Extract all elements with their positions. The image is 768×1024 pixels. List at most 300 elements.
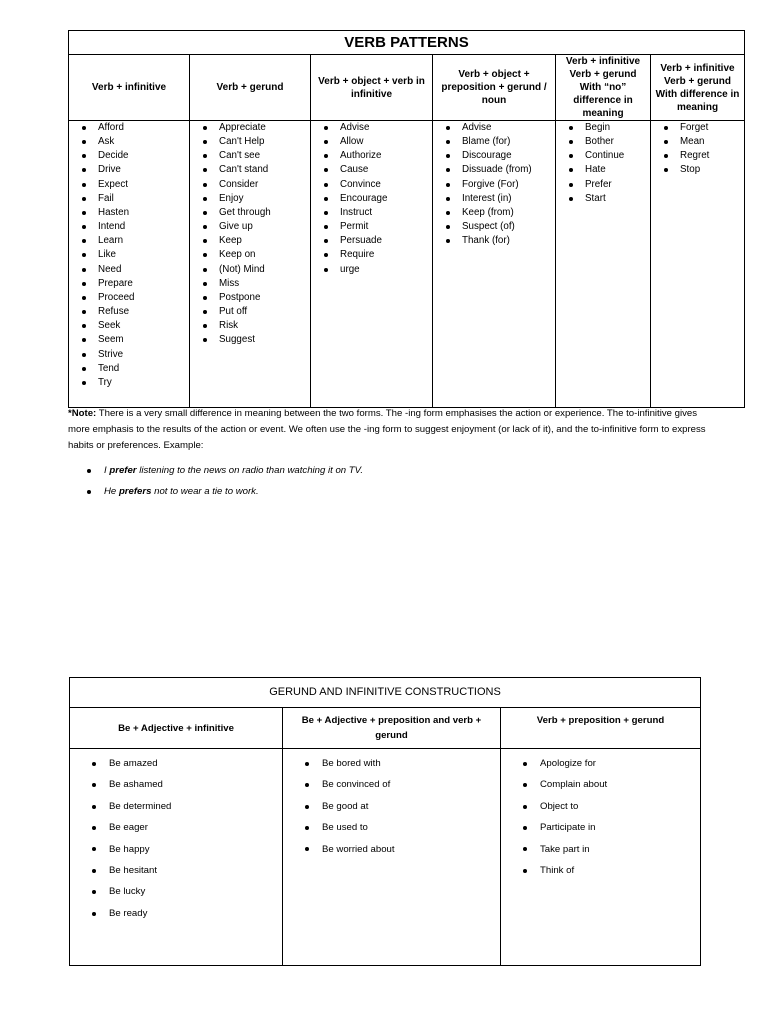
list-item-text: Strive xyxy=(98,348,124,360)
list-item xyxy=(109,796,282,817)
list-item-text: Bother xyxy=(585,136,614,148)
list-item-text: Be good at xyxy=(322,800,369,812)
list-item-text: Miss xyxy=(219,277,240,289)
bullet-icon xyxy=(203,253,207,257)
list-item-text: Complain about xyxy=(540,779,608,791)
bullet-icon xyxy=(305,847,309,851)
list-item-text: Cause xyxy=(340,164,369,176)
list-item xyxy=(585,192,650,206)
list-item-text: Forget xyxy=(680,122,709,133)
bullet-icon xyxy=(82,338,86,342)
list-item-text: Encourage xyxy=(340,192,388,204)
column-header-line: Verb + gerund xyxy=(664,75,731,87)
bullet-icon xyxy=(203,154,207,158)
column-header xyxy=(69,55,190,120)
bullet-icon xyxy=(324,239,328,243)
list-item-text: Be lucky xyxy=(109,886,146,898)
list-item xyxy=(322,839,500,860)
list-item xyxy=(340,121,432,135)
bullet-icon xyxy=(203,140,207,144)
bullet-icon xyxy=(82,225,86,229)
column-header-line: With “no” difference in meaning xyxy=(573,82,633,119)
bullet-icon xyxy=(82,381,86,385)
bullet-icon xyxy=(203,296,207,300)
example-subject: I xyxy=(104,465,110,476)
list-item-text: Risk xyxy=(219,320,239,332)
list-item-text: (Not) Mind xyxy=(219,263,265,275)
list-item-text: Require xyxy=(340,249,375,261)
list-item-text: Begin xyxy=(585,122,611,133)
list-item-text: Object to xyxy=(540,800,579,812)
example-rest: not to wear a tie to work. xyxy=(151,486,259,497)
bullet-list xyxy=(651,121,744,178)
bullet-icon xyxy=(446,211,450,215)
list-item-text: Be ashamed xyxy=(109,779,163,791)
bullet-icon xyxy=(82,353,86,357)
column-cell xyxy=(433,121,556,407)
bullet-icon xyxy=(92,805,96,809)
list-item xyxy=(109,881,282,902)
list-item-text: Regret xyxy=(680,150,710,162)
list-item-text: Appreciate xyxy=(219,122,266,133)
column-header-line: Be + Adjective + preposition and verb + gerund xyxy=(301,715,482,741)
list-item xyxy=(219,178,310,192)
column-cell xyxy=(501,749,700,965)
note-paragraph xyxy=(68,406,714,454)
list-item-text: Advise xyxy=(462,122,492,133)
list-item xyxy=(340,248,432,262)
note-text: There is a very small difference in meaning between the two forms. The -ing form emphasises the action or experience. The to-infinitive gives more emphasis to the results of the action or event. We often use the -ing form to suggest enjoyment (or lack of it), and the to-infinitive form to express habits or preferences. Example: xyxy=(68,408,706,451)
list-item-text: Authorize xyxy=(340,150,382,162)
list-item xyxy=(219,220,310,234)
list-item xyxy=(322,796,500,817)
bullet-icon xyxy=(92,890,96,894)
list-item xyxy=(462,149,555,163)
example-item xyxy=(104,460,363,481)
bullet-icon xyxy=(523,869,527,873)
list-item-text: Continue xyxy=(585,150,625,162)
bullet-icon xyxy=(446,225,450,229)
verb-patterns-table xyxy=(68,30,745,408)
bullet-icon xyxy=(523,805,527,809)
gerund-infinitive-header-row xyxy=(70,708,700,749)
bullet-icon xyxy=(92,762,96,766)
list-item-text: Discourage xyxy=(462,150,512,162)
bullet-icon xyxy=(82,140,86,144)
list-item-text: Think of xyxy=(540,865,575,877)
column-header xyxy=(70,708,283,748)
list-item xyxy=(462,234,555,248)
list-item-text: Take part in xyxy=(540,843,590,855)
bullet-icon xyxy=(324,168,328,172)
bullet-icon xyxy=(446,154,450,158)
bullet-icon xyxy=(82,310,86,314)
list-item xyxy=(98,206,189,220)
verb-patterns-title: VERB PATTERNS xyxy=(69,31,744,55)
list-item xyxy=(98,263,189,277)
list-item xyxy=(219,149,310,163)
gerund-infinitive-table xyxy=(69,677,701,966)
bullet-list xyxy=(69,121,189,390)
column-header-line: Verb + gerund xyxy=(569,69,637,80)
column-header xyxy=(556,55,651,120)
example-item xyxy=(104,481,363,502)
gerund-infinitive-title: GERUND AND INFINITIVE CONSTRUCTIONS xyxy=(70,678,700,708)
bullet-icon xyxy=(82,367,86,371)
bullet-icon xyxy=(305,783,309,787)
bullet-icon xyxy=(82,211,86,215)
column-header-line: With difference in meaning xyxy=(655,88,740,113)
list-item xyxy=(98,291,189,305)
list-item xyxy=(98,305,189,319)
bullet-icon xyxy=(87,490,91,494)
list-item-text: Hate xyxy=(585,164,606,176)
bullet-list xyxy=(70,749,282,924)
bullet-icon xyxy=(203,282,207,286)
list-item-text: Like xyxy=(98,249,116,261)
list-item xyxy=(219,333,310,347)
list-item-text: Be bored with xyxy=(322,758,381,769)
column-header-line: Be + Adjective + infinitive xyxy=(118,722,234,734)
list-item xyxy=(680,163,744,177)
list-item-text: Be used to xyxy=(322,822,368,834)
column-header xyxy=(651,55,744,120)
bullet-icon xyxy=(305,826,309,830)
bullet-icon xyxy=(324,126,328,130)
bullet-icon xyxy=(92,912,96,916)
list-item xyxy=(98,277,189,291)
list-item xyxy=(585,121,650,135)
list-item xyxy=(540,839,700,860)
list-item-text: Instruct xyxy=(340,206,373,218)
bullet-icon xyxy=(523,847,527,851)
list-item xyxy=(585,163,650,177)
list-item xyxy=(322,753,500,774)
list-item-text: Be determined xyxy=(109,800,172,812)
bullet-icon xyxy=(82,268,86,272)
list-item-text: Intend xyxy=(98,221,126,233)
list-item-text: Dissuade (from) xyxy=(462,164,532,176)
list-item-text: Postpone xyxy=(219,291,261,303)
gerund-infinitive-body-row xyxy=(70,749,700,965)
bullet-icon xyxy=(664,154,668,158)
bullet-icon xyxy=(664,126,668,130)
list-item xyxy=(98,333,189,347)
bullet-icon xyxy=(446,126,450,130)
list-item-text: Fail xyxy=(98,192,114,204)
list-item xyxy=(462,220,555,234)
list-item-text: Prepare xyxy=(98,277,133,289)
list-item xyxy=(98,192,189,206)
bullet-icon xyxy=(203,310,207,314)
bullet-icon xyxy=(446,197,450,201)
list-item-text: Be ready xyxy=(109,907,148,919)
list-item-text: Try xyxy=(98,376,112,388)
list-item xyxy=(585,149,650,163)
example-verb: prefers xyxy=(118,486,152,497)
list-item-text: Advise xyxy=(340,122,370,133)
list-item xyxy=(540,774,700,795)
list-item xyxy=(98,234,189,248)
list-item xyxy=(98,149,189,163)
bullet-icon xyxy=(203,197,207,201)
list-item xyxy=(540,796,700,817)
example-verb: prefer xyxy=(109,465,137,476)
list-item xyxy=(540,753,700,774)
example-rest: listening to the news on radio than watching it on TV. xyxy=(136,465,364,476)
list-item-text: Mean xyxy=(680,136,705,148)
column-header-line: Verb + object + verb in infinitive xyxy=(318,75,425,100)
list-item-text: Proceed xyxy=(98,291,135,303)
bullet-icon xyxy=(324,225,328,229)
bullet-icon xyxy=(92,783,96,787)
example-list xyxy=(104,460,363,502)
bullet-icon xyxy=(203,168,207,172)
list-item xyxy=(322,774,500,795)
list-item xyxy=(219,291,310,305)
bullet-icon xyxy=(82,239,86,243)
list-item-text: Give up xyxy=(219,221,253,233)
list-item xyxy=(462,135,555,149)
list-item-text: Convince xyxy=(340,178,381,190)
list-item-text: Keep xyxy=(219,235,242,247)
list-item xyxy=(109,903,282,924)
list-item-text: Thank (for) xyxy=(462,235,510,247)
list-item-text: Apologize for xyxy=(540,758,596,769)
list-item xyxy=(340,163,432,177)
bullet-icon xyxy=(324,253,328,257)
list-item xyxy=(219,263,310,277)
bullet-icon xyxy=(569,183,573,187)
bullet-icon xyxy=(569,197,573,201)
bullet-list xyxy=(556,121,650,206)
list-item-text: Permit xyxy=(340,221,369,233)
list-item xyxy=(340,135,432,149)
list-item-text: Put off xyxy=(219,306,248,318)
list-item-text: Keep (from) xyxy=(462,206,514,218)
list-item xyxy=(340,263,432,277)
list-item xyxy=(322,817,500,838)
list-item xyxy=(109,860,282,881)
list-item xyxy=(219,192,310,206)
list-item-text: Persuade xyxy=(340,235,382,247)
list-item-text: Drive xyxy=(98,164,121,176)
bullet-icon xyxy=(446,168,450,172)
list-item xyxy=(219,319,310,333)
bullet-icon xyxy=(82,296,86,300)
bullet-icon xyxy=(82,253,86,257)
list-item xyxy=(680,135,744,149)
bullet-icon xyxy=(82,197,86,201)
list-item xyxy=(585,135,650,149)
list-item xyxy=(219,305,310,319)
list-item xyxy=(98,376,189,390)
list-item xyxy=(340,192,432,206)
verb-patterns-body-row xyxy=(69,121,744,407)
list-item xyxy=(462,163,555,177)
list-item xyxy=(98,220,189,234)
bullet-icon xyxy=(446,140,450,144)
list-item xyxy=(98,121,189,135)
list-item xyxy=(340,178,432,192)
list-item-text: Interest (in) xyxy=(462,192,512,204)
list-item xyxy=(109,817,282,838)
bullet-icon xyxy=(446,239,450,243)
bullet-icon xyxy=(203,324,207,328)
list-item xyxy=(340,149,432,163)
column-cell xyxy=(69,121,190,407)
bullet-list xyxy=(501,749,700,881)
column-header-line: Verb + gerund xyxy=(216,82,284,93)
bullet-list xyxy=(311,121,432,277)
list-item xyxy=(98,348,189,362)
list-item-text: Be amazed xyxy=(109,758,158,769)
bullet-icon xyxy=(92,869,96,873)
bullet-icon xyxy=(203,338,207,342)
list-item-text: Be happy xyxy=(109,843,150,855)
bullet-icon xyxy=(203,183,207,187)
list-item-text: Need xyxy=(98,263,122,275)
bullet-icon xyxy=(82,282,86,286)
list-item-text: Be eager xyxy=(109,822,148,834)
list-item xyxy=(98,248,189,262)
list-item xyxy=(109,839,282,860)
bullet-icon xyxy=(82,324,86,328)
list-item-text: Can't see xyxy=(219,150,261,162)
list-item xyxy=(98,319,189,333)
list-item xyxy=(462,206,555,220)
column-cell xyxy=(651,121,744,407)
list-item xyxy=(219,206,310,220)
bullet-icon xyxy=(324,154,328,158)
list-item xyxy=(98,135,189,149)
list-item xyxy=(540,860,700,881)
list-item-text: Prefer xyxy=(585,178,612,190)
list-item xyxy=(462,178,555,192)
column-header-line: Verb + preposition + gerund xyxy=(536,715,665,726)
list-item-text: Suspect (of) xyxy=(462,221,515,233)
bullet-icon xyxy=(523,762,527,766)
list-item xyxy=(98,178,189,192)
list-item-text: Be convinced of xyxy=(322,779,391,791)
column-header xyxy=(190,55,311,120)
list-item-text: Consider xyxy=(219,178,259,190)
bullet-icon xyxy=(203,211,207,215)
list-item xyxy=(219,135,310,149)
list-item-text: Expect xyxy=(98,178,128,190)
column-header-line: Verb + object + preposition + gerund / noun xyxy=(441,69,547,106)
column-header xyxy=(311,55,433,120)
list-item xyxy=(340,206,432,220)
bullet-icon xyxy=(305,762,309,766)
bullet-icon xyxy=(446,183,450,187)
list-item-text: Stop xyxy=(680,164,701,176)
bullet-icon xyxy=(203,239,207,243)
list-item-text: Enjoy xyxy=(219,192,244,204)
bullet-icon xyxy=(569,154,573,158)
list-item-text: Refuse xyxy=(98,306,130,318)
bullet-icon xyxy=(92,826,96,830)
note-label: *Note: xyxy=(68,408,97,419)
bullet-icon xyxy=(203,126,207,130)
list-item-text: Can't Help xyxy=(219,136,265,148)
column-cell xyxy=(70,749,283,965)
list-item xyxy=(109,753,282,774)
bullet-list xyxy=(433,121,555,248)
list-item xyxy=(680,149,744,163)
column-header-line: Verb + infinitive xyxy=(565,56,641,67)
list-item-text: Blame (for) xyxy=(462,136,511,148)
list-item-text: Learn xyxy=(98,235,124,247)
column-header xyxy=(283,708,501,748)
list-item-text: Participate in xyxy=(540,822,596,834)
bullet-icon xyxy=(523,783,527,787)
bullet-icon xyxy=(664,168,668,172)
bullet-icon xyxy=(92,847,96,851)
list-item xyxy=(680,121,744,135)
column-header xyxy=(501,708,700,748)
list-item-text: Be hesitant xyxy=(109,865,158,877)
list-item-text: Seek xyxy=(98,320,121,332)
example-subject: He xyxy=(104,486,119,497)
bullet-icon xyxy=(324,211,328,215)
list-item-text: Seem xyxy=(98,334,124,346)
list-item-text: Ask xyxy=(98,136,115,148)
bullet-icon xyxy=(82,126,86,130)
list-item-text: Start xyxy=(585,192,606,204)
bullet-icon xyxy=(324,268,328,272)
bullet-icon xyxy=(523,826,527,830)
list-item xyxy=(462,121,555,135)
list-item-text: Forgive (For) xyxy=(462,178,519,190)
list-item xyxy=(98,362,189,376)
list-item-text: urge xyxy=(340,263,360,275)
bullet-icon xyxy=(324,197,328,201)
list-item xyxy=(219,277,310,291)
bullet-icon xyxy=(569,126,573,130)
column-cell xyxy=(190,121,311,407)
bullet-icon xyxy=(87,469,91,473)
bullet-icon xyxy=(203,225,207,229)
bullet-icon xyxy=(664,140,668,144)
list-item xyxy=(219,248,310,262)
bullet-icon xyxy=(82,183,86,187)
list-item xyxy=(109,774,282,795)
list-item xyxy=(219,234,310,248)
list-item-text: Get through xyxy=(219,206,271,218)
bullet-icon xyxy=(324,183,328,187)
column-header xyxy=(433,55,556,120)
list-item xyxy=(585,178,650,192)
list-item xyxy=(219,163,310,177)
list-item-text: Suggest xyxy=(219,334,255,346)
list-item xyxy=(340,220,432,234)
list-item-text: Be worried about xyxy=(322,843,395,855)
bullet-icon xyxy=(569,140,573,144)
list-item xyxy=(98,163,189,177)
bullet-list xyxy=(283,749,500,860)
list-item-text: Afford xyxy=(98,122,124,133)
bullet-icon xyxy=(305,805,309,809)
list-item-text: Can't stand xyxy=(219,164,269,176)
list-item xyxy=(340,234,432,248)
list-item xyxy=(462,192,555,206)
bullet-icon xyxy=(324,140,328,144)
list-item-text: Tend xyxy=(98,362,120,374)
column-cell xyxy=(556,121,651,407)
list-item-text: Hasten xyxy=(98,206,130,218)
bullet-icon xyxy=(82,154,86,158)
